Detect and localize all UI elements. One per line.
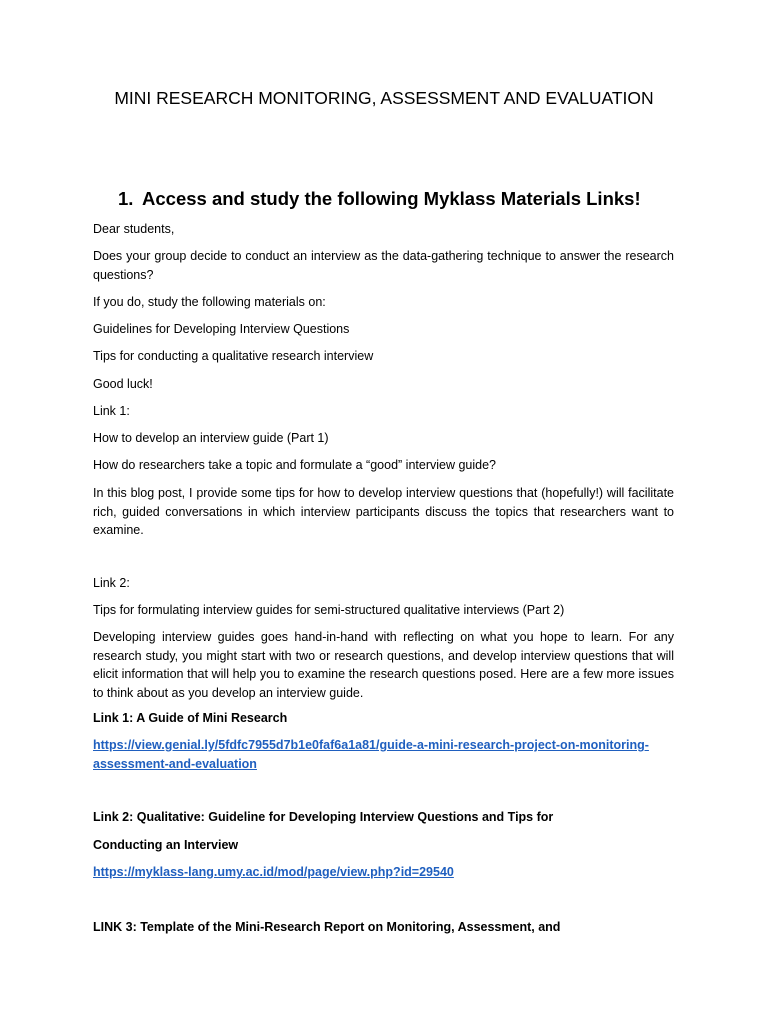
link1-label: Link 1: bbox=[93, 404, 130, 418]
qualitative-link-label-line2: Conducting an Interview bbox=[93, 838, 239, 852]
link1-description: In this blog post, I provide some tips for how to develop interview questions that (hopefully!) will facilitate rich, guided conversations in which interview participants discuss the topics that researchers want to examine. bbox=[93, 486, 674, 537]
material-item-1: Guidelines for Developing Interview Questions bbox=[93, 322, 350, 336]
guide-link-block bbox=[93, 736, 674, 773]
qualitative-link[interactable]: https://myklass-lang.umy.ac.id/mod/page/view.php?id=29540 bbox=[93, 865, 454, 879]
qualitative-link-label-line1: Link 2: Qualitative: Guideline for Developing Interview Questions and Tips for bbox=[93, 810, 554, 824]
link2-label: Link 2: bbox=[93, 576, 130, 590]
material-item-2: Tips for conducting a qualitative research interview bbox=[93, 349, 374, 363]
link1-title: How to develop an interview guide (Part 1) bbox=[93, 431, 329, 445]
document-title: MINI RESEARCH MONITORING, ASSESSMENT AND EVALUATION bbox=[114, 88, 654, 108]
guide-link-url-line1: https://view.genial.ly/5fdfc7955d7b1e0faf6a1a81/guide-a-mini-research-project-on-monitoring- bbox=[93, 738, 649, 752]
if-you-do-text: If you do, study the following materials on: bbox=[93, 295, 326, 309]
good-luck-text: Good luck! bbox=[93, 377, 153, 391]
link1-question: How do researchers take a topic and formulate a “good” interview guide? bbox=[93, 458, 496, 472]
guide-link[interactable] bbox=[93, 738, 649, 771]
question-paragraph: Does your group decide to conduct an interview as the data-gathering technique to answer the research questions? bbox=[93, 249, 674, 282]
qualitative-link-block bbox=[93, 863, 674, 882]
section-heading bbox=[118, 188, 641, 210]
guide-link-url-line2: assessment-and-evaluation bbox=[93, 756, 257, 771]
link2-description: Developing interview guides goes hand-in-hand with reflecting on what you hope to learn. For any research study, you might start with two or research questions, and develop interview questions that will elicit information that will help you to examine the research questions posed. Here are a few more issues to think about as you develop an interview guide. bbox=[93, 630, 674, 700]
section-number: 1. bbox=[118, 188, 134, 209]
link2-title: Tips for formulating interview guides for semi-structured qualitative interviews (Part 2) bbox=[93, 603, 565, 617]
greeting: Dear students, bbox=[93, 222, 175, 236]
qualitative-link-label bbox=[93, 808, 674, 827]
guide-link-label: Link 1: A Guide of Mini Research bbox=[93, 711, 288, 725]
section-heading-text: Access and study the following Myklass Materials Links! bbox=[142, 188, 641, 209]
template-link-label: LINK 3: Template of the Mini-Research Report on Monitoring, Assessment, and bbox=[93, 920, 561, 934]
